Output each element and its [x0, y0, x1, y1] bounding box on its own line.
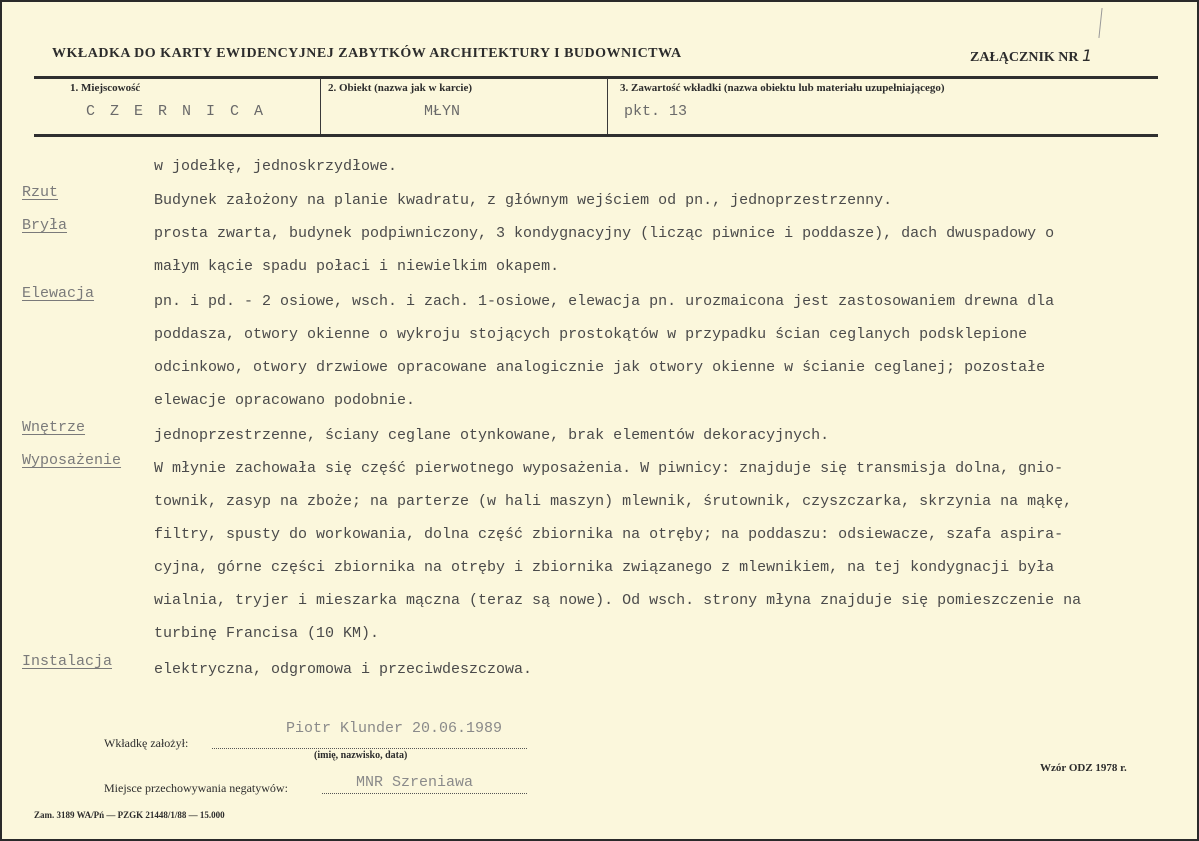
- section-text-rzut: Budynek założony na planie kwadratu, z głównym wejściem od pn., jednoprzestrzenny.: [154, 192, 893, 209]
- section-text-wyposazenie-1: W młynie zachowała się część pierwotnego wyposażenia. W piwnicy: znajduje się transmisja dolna, gnio-: [154, 460, 1064, 477]
- section-label-elewacja: Elewacja: [22, 285, 95, 302]
- field-divider-2: [607, 78, 608, 134]
- section-text-wyposazenie-5: wialnia, tryjer i mieszarka mączna (teraz są nowe). Od wsch. strony młyna znajduje się pomieszczenie na: [154, 592, 1082, 609]
- section-text-wyposazenie-3: filtry, spusty do workowania, dolna część zbiornika na otręby; na poddaszu: odsiewacze, szafa aspira-: [154, 526, 1064, 543]
- section-text-wyposazenie-6: turbinę Francisa (10 KM).: [154, 625, 380, 642]
- section-text-wnetrze: jednoprzestrzenne, ściany ceglane otynkowane, brak elementów dekoracyjnych.: [154, 427, 830, 444]
- pencil-mark: [1098, 8, 1102, 38]
- place-value: C Z E R N I C A: [86, 103, 267, 120]
- annex-number: 1: [1082, 46, 1093, 65]
- section-text-elewacja-4: elewacje opracowano podobnie.: [154, 392, 416, 409]
- annex-label: [970, 46, 1092, 66]
- object-value: MŁYN: [424, 103, 461, 120]
- template-code: Wzór ODZ 1978 r.: [1040, 762, 1127, 774]
- section-text-instalacja: elektryczna, odgromowa i przeciwdeszczowa.: [154, 661, 533, 678]
- section-label-instalacja: Instalacja: [22, 653, 113, 670]
- card-title: WKŁADKA DO KARTY EWIDENCYJNEJ ZABYTKÓW ARCHITEKTURY I BUDOWNICTWA: [52, 46, 682, 61]
- header-rule-bottom: [34, 134, 1158, 137]
- section-text-bryla-1: prosta zwarta, budynek podpiwniczony, 3 kondygnacyjny (licząc piwnice i poddasze), dach dwuspadowy o: [154, 225, 1055, 242]
- section-label-wyposazenie: Wyposażenie: [22, 452, 122, 469]
- continuation-text: w jodełkę, jednoskrzydłowe.: [154, 158, 398, 175]
- section-text-wyposazenie-2: townik, zasyp na zboże; na parterze (w hali maszyn) mlewnik, śrutownik, czyszczarka, skrzynia na mąkę,: [154, 493, 1073, 510]
- founder-sub: (imię, nazwisko, data): [314, 750, 408, 761]
- negatives-label: Miejsce przechowywania negatywów:: [104, 781, 288, 795]
- section-text-elewacja-2: poddasza, otwory okienne o wykroju stojących prostokątów w przypadku ścian ceglanych podsklepione: [154, 326, 1028, 343]
- founder-label: Wkładkę założył:: [104, 736, 189, 750]
- founder-dotline: [212, 748, 527, 749]
- field-divider-1: [320, 78, 321, 134]
- founder-value: Piotr Klunder 20.06.1989: [286, 720, 503, 737]
- place-label: 1. Miejscowość: [70, 82, 141, 94]
- section-label-wnetrze: Wnętrze: [22, 419, 86, 436]
- section-label-rzut: Rzut: [22, 184, 59, 201]
- section-text-elewacja-1: pn. i pd. - 2 osiowe, wsch. i zach. 1-osiowe, elewacja pn. urozmaicona jest zastosowaniem drewna dla: [154, 293, 1055, 310]
- section-text-elewacja-3: odcinkowo, otwory drzwiowe opracowane analogicznie jak otwory okienne w ścianie ceglanej; pozostałe: [154, 359, 1046, 376]
- negatives-dotline: [322, 793, 527, 794]
- order-code: Zam. 3189 WA/Pń — PZGK 21448/1/88 — 15.000: [34, 810, 225, 820]
- object-label: 2. Obiekt (nazwa jak w karcie): [328, 82, 473, 94]
- annex-label-text: ZAŁĄCZNIK NR: [970, 50, 1079, 65]
- header-rule-top: [34, 76, 1158, 79]
- negatives-value: MNR Szreniawa: [356, 774, 474, 791]
- section-text-bryla-2: małym kącie spadu połaci i niewielkim okapem.: [154, 258, 560, 275]
- content-label: 3. Zawartość wkładki (nazwa obiektu lub materiału uzupełniającego): [620, 82, 945, 94]
- content-value: pkt. 13: [624, 103, 688, 120]
- section-text-wyposazenie-4: cyjna, górne części zbiornika na otręby i zbiornika związanego z mlewnikiem, na tej kondygnacji była: [154, 559, 1055, 576]
- section-label-bryla: Bryła: [22, 217, 68, 234]
